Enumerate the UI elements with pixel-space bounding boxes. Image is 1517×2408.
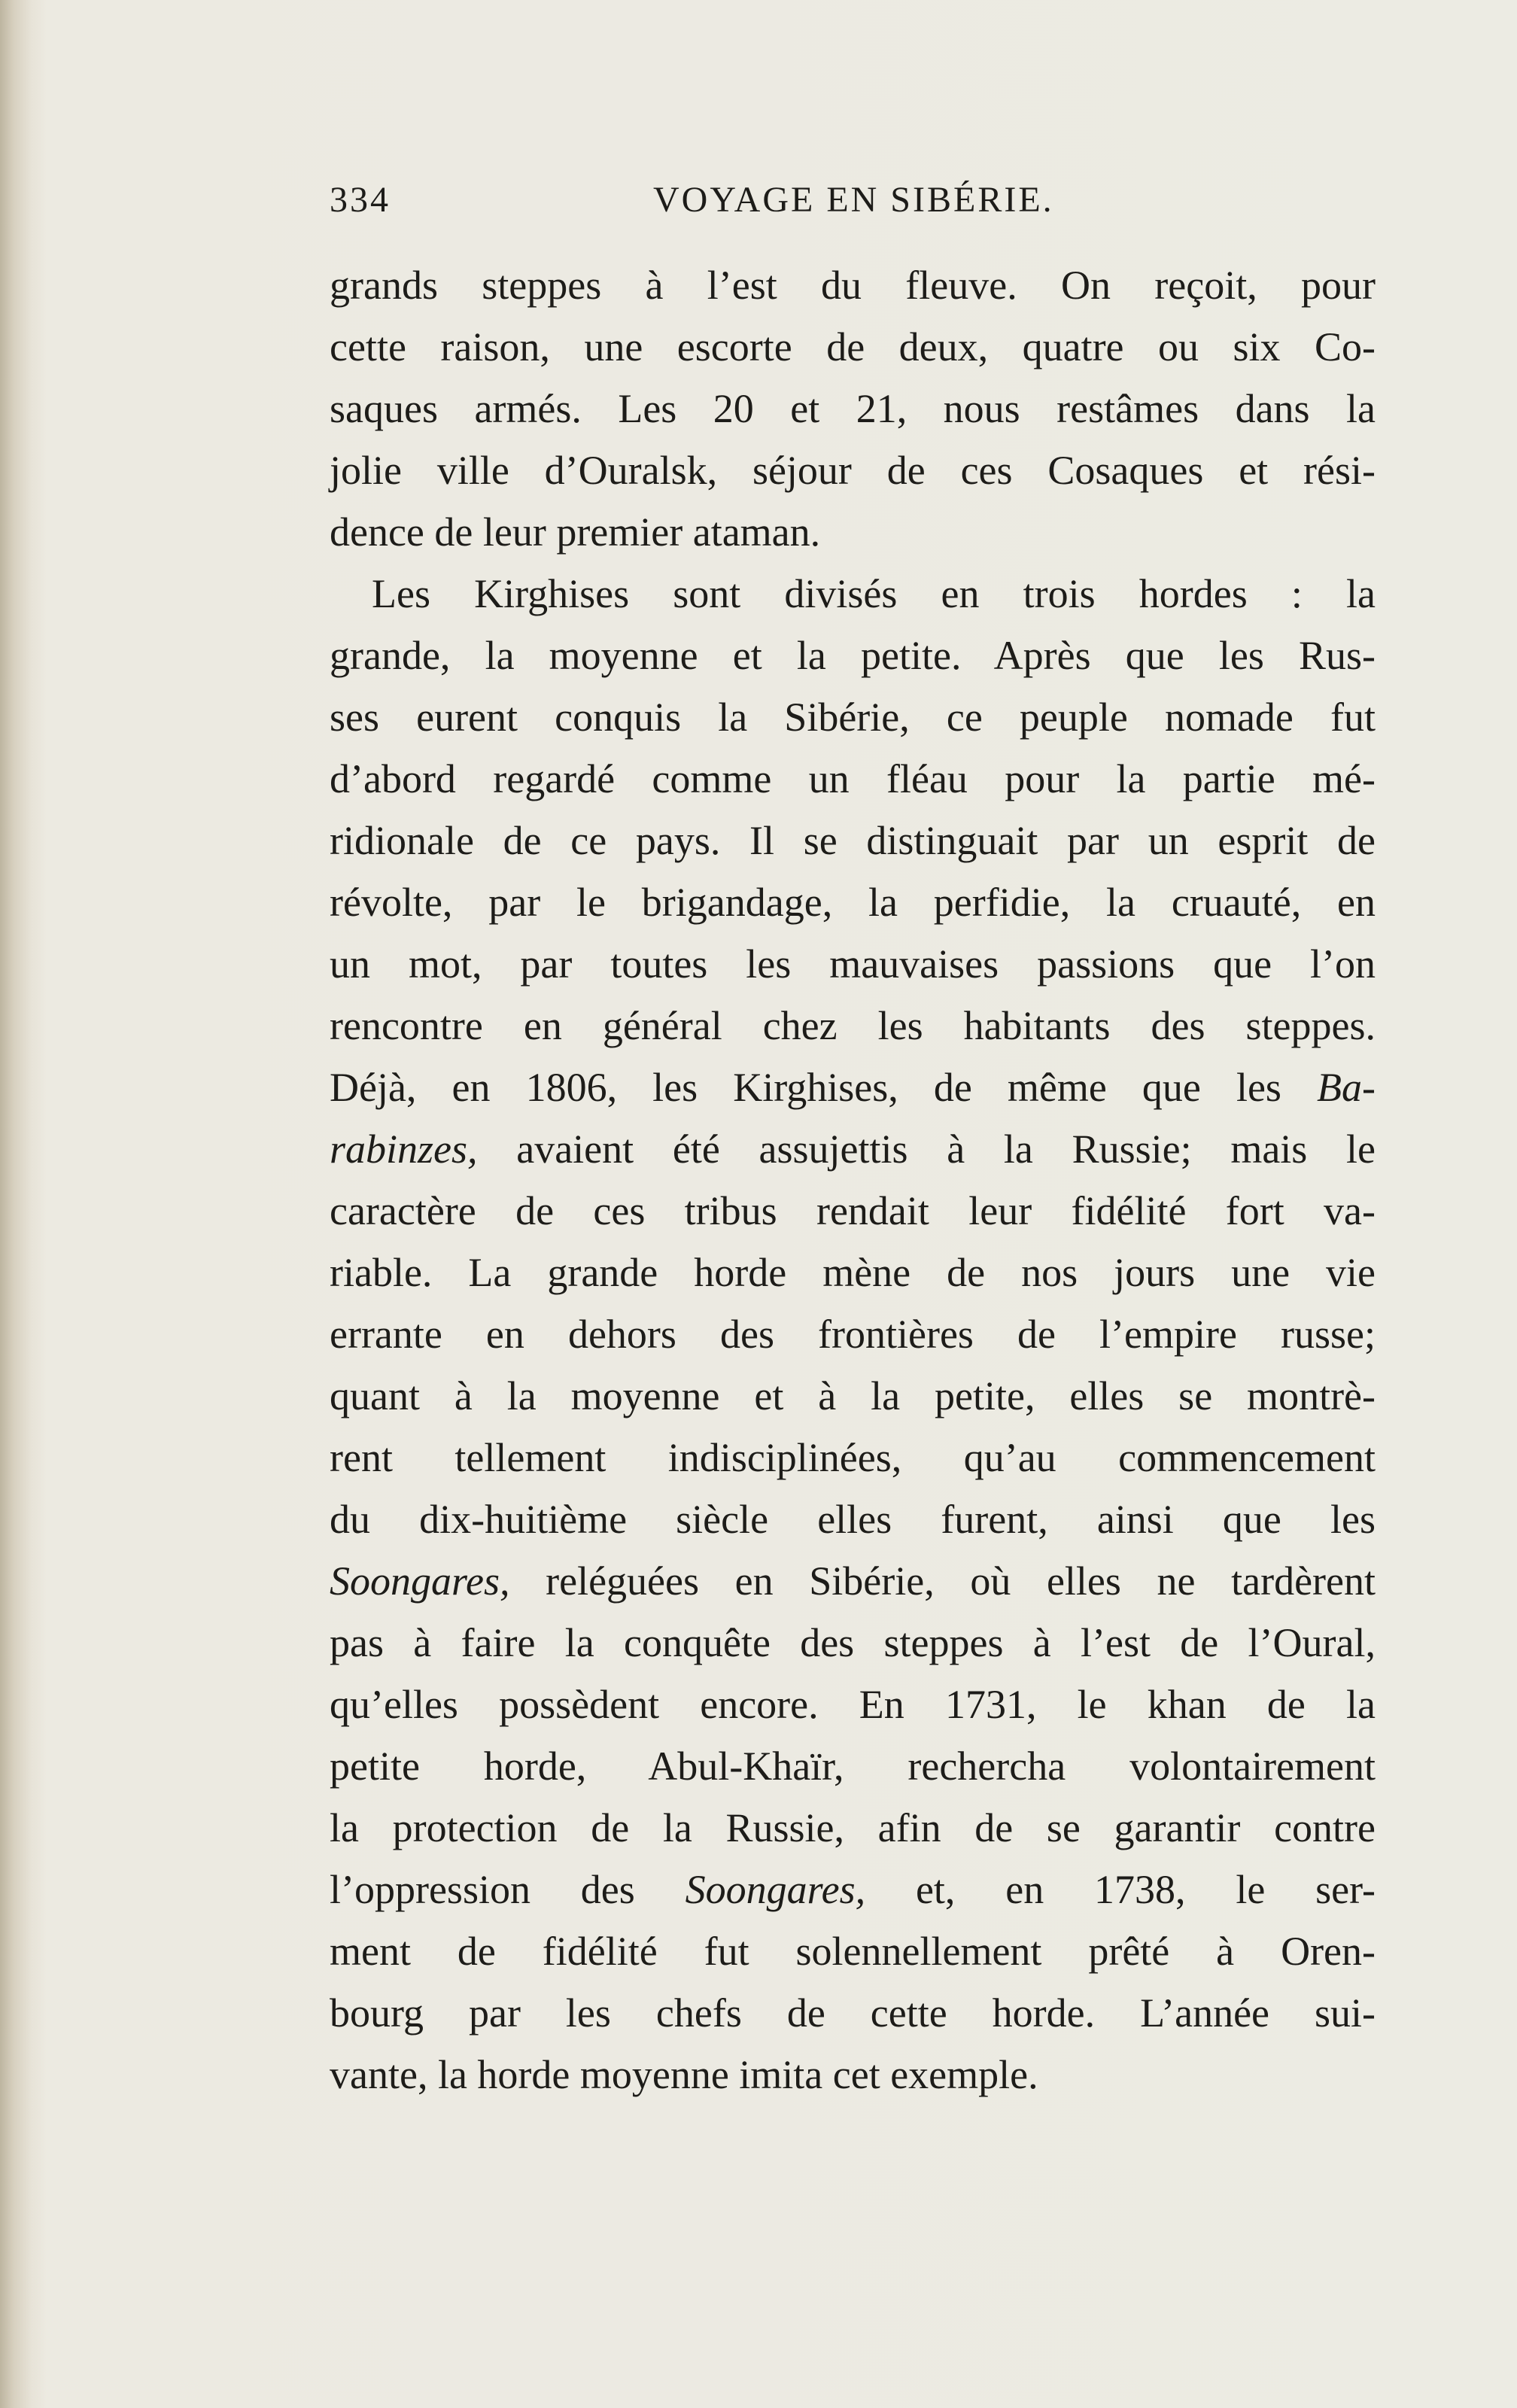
text-segment: avaient été assujettis à la Russie; mais le bbox=[516, 1126, 1376, 1172]
text-line: dence de leur premier ataman. bbox=[330, 509, 821, 555]
text-line: un mot, par toutes les mauvaises passions que l’on bbox=[330, 941, 1376, 987]
text-line: pas à faire la conquête des steppes à l’est de l’Oural, bbox=[330, 1620, 1376, 1665]
text-line: qu’elles possèdent encore. En 1731, le khan de la bbox=[330, 1682, 1376, 1727]
text-line: cette raison, une escorte de deux, quatre ou six Co- bbox=[330, 324, 1376, 369]
text-line: vante, la horde moyenne imita cet exemple. bbox=[330, 2052, 1038, 2097]
paragraph-start-line: Les Kirghises sont divisés en trois hordes : la bbox=[372, 571, 1376, 616]
running-title: VOYAGE EN SIBÉRIE. bbox=[653, 180, 1054, 220]
text-line: saques armés. Les 20 et 21, nous restâmes dans la bbox=[330, 386, 1376, 431]
text-line: d’abord regardé comme un fléau pour la partie mé- bbox=[330, 756, 1376, 801]
italic-term: Ba- bbox=[1317, 1065, 1376, 1110]
italic-term: rabinzes, bbox=[330, 1126, 478, 1172]
text-line-with-italic bbox=[330, 1550, 1376, 1612]
text-line: quant à la moyenne et à la petite, elles se montrè- bbox=[330, 1373, 1376, 1418]
text-segment: l’oppression des bbox=[330, 1867, 635, 1912]
body-text bbox=[330, 254, 1376, 2105]
text-line: ment de fidélité fut solennellement prêté à Oren- bbox=[330, 1929, 1376, 1974]
text-line-with-italic bbox=[330, 1057, 1376, 1118]
text-line-with-italic bbox=[330, 1118, 1376, 1180]
text-line: rent tellement indisciplinées, qu’au commencement bbox=[330, 1435, 1376, 1480]
text-line: grande, la moyenne et la petite. Après que les Rus- bbox=[330, 633, 1376, 678]
text-line: grands steppes à l’est du fleuve. On reçoit, pour bbox=[330, 263, 1376, 308]
page-number: 334 bbox=[330, 180, 391, 220]
text-line: du dix-huitième siècle elles furent, ainsi que les bbox=[330, 1497, 1376, 1542]
text-line: bourg par les chefs de cette horde. L’année sui- bbox=[330, 1990, 1376, 2036]
text-line: révolte, par le brigandage, la perfidie, la cruauté, en bbox=[330, 880, 1376, 925]
text-line: jolie ville d’Ouralsk, séjour de ces Cosaques et rési- bbox=[330, 448, 1376, 493]
page-header bbox=[330, 178, 1376, 223]
text-segment: Déjà, en 1806, les Kirghises, de même que les bbox=[330, 1065, 1281, 1110]
text-segment: et, en 1738, le ser- bbox=[915, 1867, 1376, 1912]
text-line: rencontre en général chez les habitants des steppes. bbox=[330, 1003, 1376, 1048]
text-line: riable. La grande horde mène de nos jours une vie bbox=[330, 1250, 1376, 1295]
text-line: la protection de la Russie, afin de se garantir contre bbox=[330, 1805, 1376, 1850]
text-line: errante en dehors des frontières de l’empire russe; bbox=[330, 1312, 1376, 1357]
italic-term: Soongares, bbox=[685, 1867, 866, 1912]
page-gutter bbox=[0, 0, 47, 2408]
text-line: ridionale de ce pays. Il se distinguait par un esprit de bbox=[330, 818, 1376, 863]
text-line: petite horde, Abul-Khaïr, rechercha volontairement bbox=[330, 1744, 1376, 1789]
text-line: ses eurent conquis la Sibérie, ce peuple nomade fut bbox=[330, 695, 1376, 740]
text-line-with-italic bbox=[330, 1859, 1376, 1920]
italic-term: Soongares, bbox=[330, 1558, 510, 1604]
text-line: caractère de ces tribus rendait leur fidélité fort va- bbox=[330, 1188, 1376, 1233]
text-segment: reléguées en Sibérie, où elles ne tardèrent bbox=[546, 1558, 1376, 1604]
